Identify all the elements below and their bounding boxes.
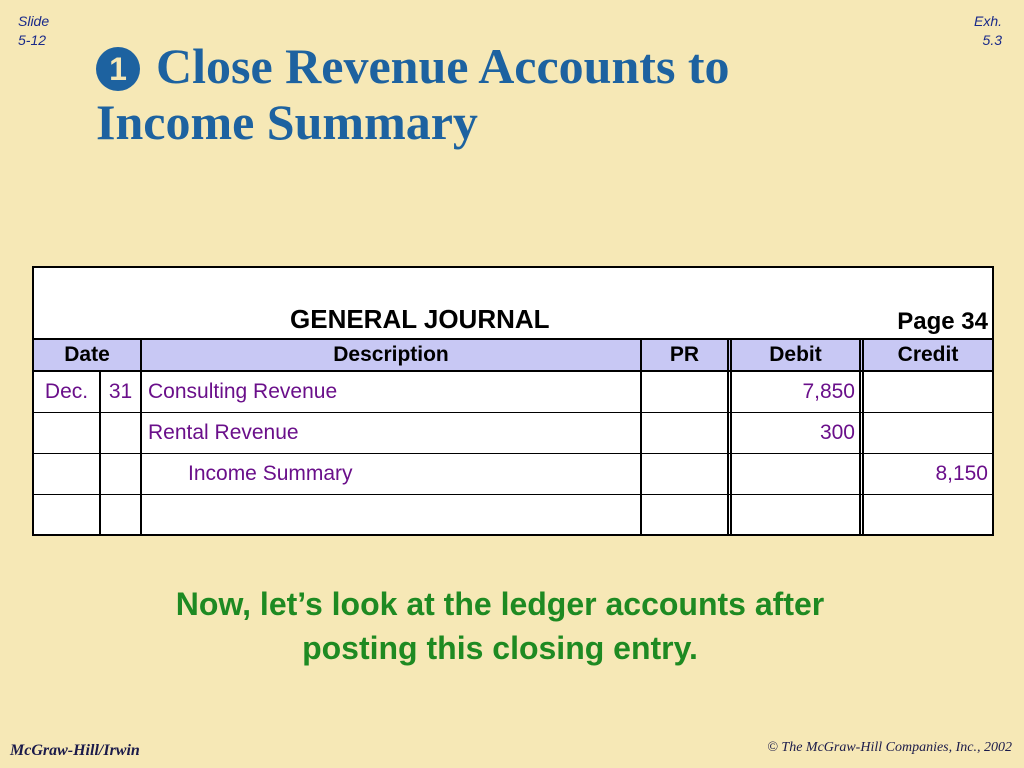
header-credit: Credit <box>897 343 959 366</box>
header-debit: Debit <box>732 340 864 370</box>
title-line-2: Income Summary <box>96 94 478 150</box>
entry-debit <box>732 495 864 534</box>
entry-description: Rental Revenue <box>142 413 642 453</box>
entry-month <box>34 454 101 494</box>
entry-month <box>34 413 101 453</box>
exhibit-reference <box>974 12 1002 50</box>
entry-pr <box>642 372 732 412</box>
number-one-bullet-icon: 1 <box>96 47 140 91</box>
entry-month <box>34 495 101 534</box>
entry-month: Dec. <box>34 372 101 412</box>
entry-day <box>101 495 142 534</box>
message-line-1: Now, let’s look at the ledger accounts after <box>175 586 825 622</box>
entry-debit: 300 <box>732 413 864 453</box>
journal-row <box>34 413 992 454</box>
header-pr: PR <box>642 340 732 370</box>
entry-debit <box>732 454 864 494</box>
message-line-2: posting this closing entry. <box>302 630 698 666</box>
journal-row <box>34 372 992 413</box>
entry-pr <box>642 495 732 534</box>
journal-title: GENERAL JOURNAL <box>290 304 550 334</box>
journal-row <box>34 495 992 534</box>
exhibit-number: 5.3 <box>982 32 1002 48</box>
slide-number-value: 5-12 <box>18 32 47 48</box>
entry-description: Consulting Revenue <box>142 372 642 412</box>
entry-credit <box>864 413 992 453</box>
publisher-footer: McGraw-Hill/Irwin <box>10 742 140 759</box>
journal-row <box>34 454 992 495</box>
journal-header <box>34 268 992 340</box>
slide-number <box>18 12 49 50</box>
entry-credit <box>864 372 992 412</box>
entry-description <box>142 495 642 534</box>
exhibit-label: Exh. <box>973 13 1002 29</box>
copyright-footer: © The McGraw-Hill Companies, Inc., 2002 <box>767 740 1012 755</box>
entry-credit <box>864 495 992 534</box>
journal-page-number: Page 34 <box>897 308 988 335</box>
header-description: Description <box>142 340 642 370</box>
entry-credit: 8,150 <box>935 462 988 485</box>
journal-column-headers <box>34 340 992 372</box>
general-journal <box>32 266 994 536</box>
entry-debit: 7,850 <box>732 372 864 412</box>
explanation-message <box>60 582 940 670</box>
slide-label: Slide <box>18 13 50 29</box>
journal-table <box>34 340 992 534</box>
entry-pr <box>642 413 732 453</box>
slide-title <box>96 38 956 150</box>
entry-pr <box>642 454 732 494</box>
title-line-1: Close Revenue Accounts to <box>156 38 730 94</box>
header-date: Date <box>34 340 142 370</box>
entry-description: Income Summary <box>142 454 642 494</box>
entry-day: 31 <box>101 372 142 412</box>
entry-day <box>101 454 142 494</box>
entry-day <box>101 413 142 453</box>
